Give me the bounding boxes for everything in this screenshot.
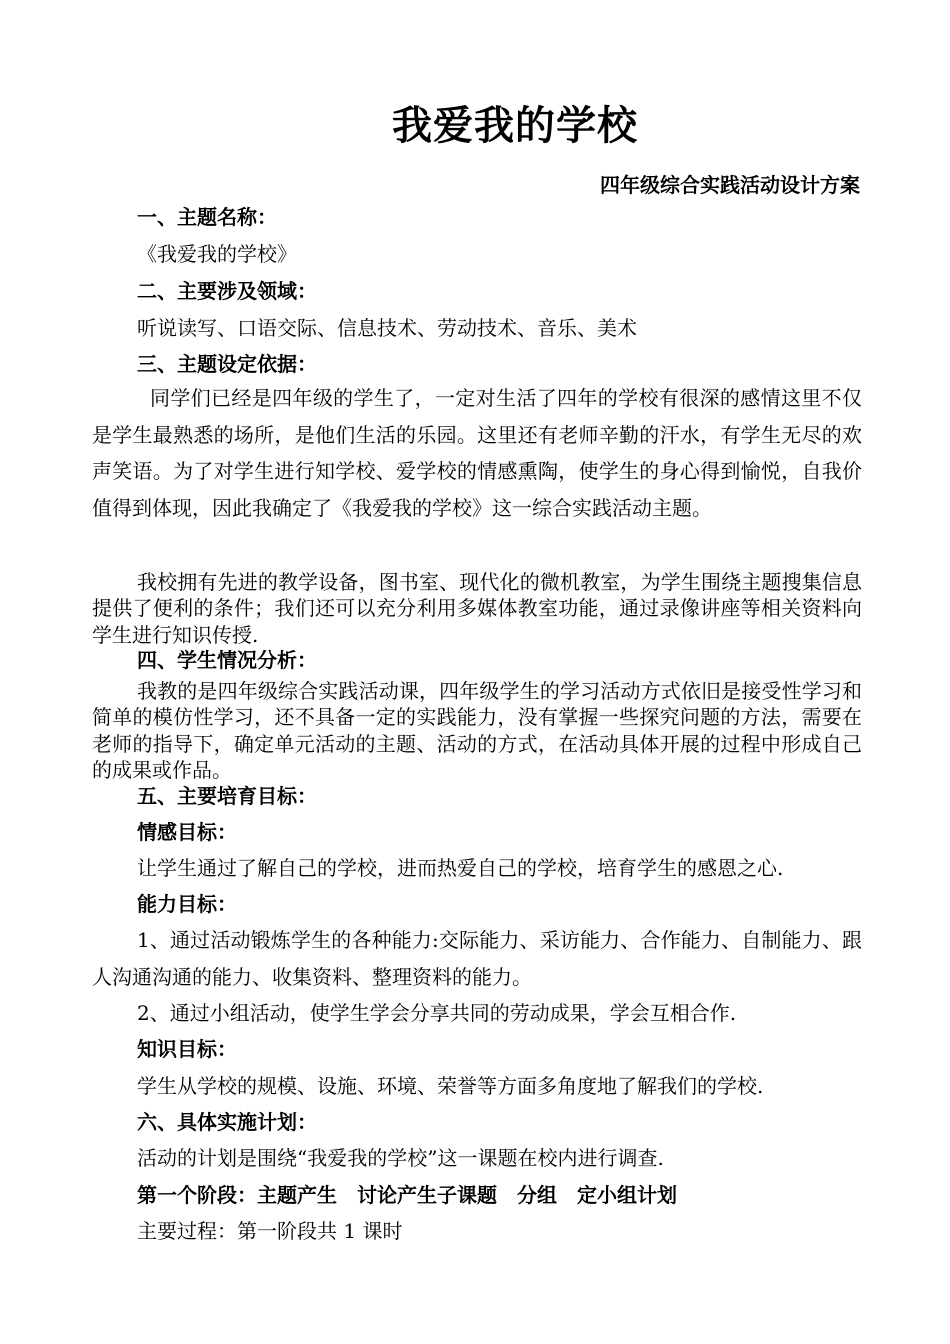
goal-knowledge-text: 学生从学校的规模、设施、环境、荣誉等方面多角度地了解我们的学校. <box>137 1074 764 1098</box>
section-heading-fields: 二、主要涉及领域： <box>137 279 317 303</box>
fields-text: 听说读写、口语交际、信息技术、劳动技术、音乐、美术 <box>137 316 637 340</box>
section-heading-goals: 五、主要培育目标： <box>137 784 317 808</box>
stage-1-text: 主要过程：第一阶段共 1 课时 <box>137 1219 403 1243</box>
goal-emotion-text: 让学生通过了解自己的学校，进而热爱自己的学校，培育学生的感恩之心. <box>137 856 784 880</box>
section-heading-plan: 六、具体实施计划： <box>137 1110 317 1134</box>
student-analysis-paragraph: 我教的是四年级综合实践活动课，四年级学生的学习活动方式依旧是接受性学习和简单的模仿性学习，还不具备一定的实践能力，没有掌握一些探究问题的方法，需要在老师的指导下，确定单元活动的主题、活动的方式，在活动具体开展的过程中形成自己的成果或作品。 <box>92 679 862 782</box>
stage-1-heading: 第一个阶段：主题产生 讨论产生子课题 分组 定小组计划 <box>137 1183 677 1207</box>
basis-paragraph-2: 我校拥有先进的教学设备，图书室、现代化的微机教室，为学生围绕主题搜集信息提供了便利的条件；我们还可以充分利用多媒体教室功能，通过录像讲座等相关资料向学生进行知识传授. <box>92 570 862 647</box>
goal-ability-item-2: 2、通过小组活动，使学生学会分享共同的劳动成果，学会互相合作. <box>137 1001 737 1025</box>
goal-ability-item-1: 1、通过活动锻炼学生的各种能力:交际能力、采访能力、合作能力、自制能力、跟人沟通沟通的能力、收集资料、整理资料的能力。 <box>92 928 862 989</box>
goal-emotion-heading: 情感目标： <box>137 820 237 844</box>
document-subtitle: 四年级综合实践活动设计方案 <box>600 173 860 197</box>
plan-text: 活动的计划是围绕“我爱我的学校”这一课题在校内进行调查. <box>137 1146 664 1170</box>
section-heading-basis: 三、主题设定依据： <box>137 352 317 376</box>
document-title: 我爱我的学校 <box>392 103 638 149</box>
goal-knowledge-heading: 知识目标： <box>137 1037 237 1061</box>
theme-name-text: 《我爱我的学校》 <box>137 242 297 266</box>
basis-paragraph-1: 同学们已经是四年级的学生了，一定对生活了四年的学校有很深的感情这里不仅是学生最熟悉的场所，是他们生活的乐园。这里还有老师辛勤的汗水，有学生无尽的欢声笑语。为了对学生进行知学校、爱学校的情感熏陶，使学生的身心得到愉悦，自我价值得到体现，因此我确定了《我爱我的学校》这一综合实践活动主题。 <box>92 386 862 520</box>
section-heading-theme-name: 一、主题名称： <box>137 205 277 229</box>
goal-ability-heading: 能力目标： <box>137 892 237 916</box>
section-heading-student-analysis: 四、学生情况分析： <box>137 648 317 672</box>
